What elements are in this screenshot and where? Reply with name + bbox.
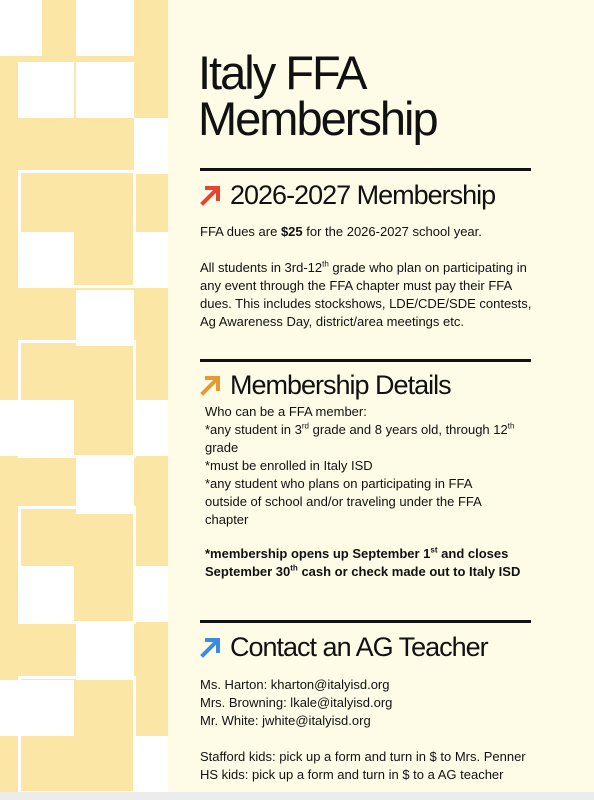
note-sup1: st [430, 545, 438, 555]
eligibility-sup: th [322, 259, 329, 269]
blue-arrow-icon [200, 636, 222, 658]
pattern-square [18, 232, 74, 288]
divider [200, 359, 531, 362]
pattern-square [18, 62, 74, 118]
pattern-square [76, 62, 134, 118]
item1-b: grade and 8 years old, through 12 [308, 422, 508, 437]
dues-amount: $25 [280, 224, 303, 239]
red-arrow-icon [200, 184, 222, 206]
pattern-square [134, 118, 168, 174]
page-bottom-edge [0, 792, 594, 800]
item1-c: grade [205, 440, 239, 455]
title-line-1: Italy FFA [198, 46, 366, 99]
item1-sup1: rd [301, 421, 309, 431]
title-line-2: Membership [198, 92, 437, 145]
section-heading-contact [200, 630, 488, 664]
hs-instructions: HS kids: pick up a form and turn in $ to a AG teacher [200, 767, 504, 782]
contact-white: Mr. White: jwhite@italyisd.org [200, 713, 371, 728]
section-heading-membership [200, 178, 495, 212]
pattern-square [18, 566, 74, 622]
orange-arrow-icon [200, 374, 222, 396]
eligibility-text [200, 259, 532, 331]
note-a: *membership opens up September 1 [205, 546, 431, 561]
note-b: and closes September 30 [205, 546, 509, 579]
pattern-square [134, 400, 168, 456]
pattern-square [0, 0, 42, 56]
detail-item-2: *must be enrolled in Italy ISD [205, 458, 373, 473]
decorative-pattern [0, 0, 168, 792]
pattern-square [0, 400, 74, 456]
eligibility-b: grade who plan on participating in any event through the FFA chapter must pay their FFA dues. This includes stockshows, LDE/CDE/SDE contests, Ag Awareness Day, district/area meetings etc. [200, 260, 532, 329]
divider [200, 620, 531, 623]
who-can-join: Who can be a FFA member: [205, 404, 367, 419]
form-instructions [200, 748, 570, 784]
dues-text [200, 223, 540, 241]
dues-suffix: for the 2026-2027 school year. [302, 224, 482, 239]
pattern-square [134, 232, 168, 288]
contact-browning: Mrs. Browning: lkale@italyisd.org [200, 695, 393, 710]
pattern-square [76, 624, 134, 680]
item1-sup2: th [507, 421, 515, 431]
item1-a: *any student in 3 [205, 422, 302, 437]
section-heading-text: Contact an AG Teacher [230, 631, 488, 662]
pattern-outline [18, 676, 136, 792]
eligibility-a: All students in 3rd-12 [200, 260, 323, 275]
stafford-instructions: Stafford kids: pick up a form and turn in $ to Mrs. Penner [200, 749, 526, 764]
note-c: cash or check made out to Italy ISD [297, 564, 521, 579]
dues-prefix: FFA dues are [200, 224, 281, 239]
note-sup2: th [290, 563, 298, 573]
page-title [198, 46, 558, 145]
contact-harton: Ms. Harton: kharton@italyisd.org [200, 677, 390, 692]
section-heading-details [200, 368, 451, 402]
detail-item-1 [205, 421, 535, 457]
contact-list [200, 676, 540, 730]
membership-note [205, 545, 535, 581]
section-heading-text: 2026-2027 Membership [230, 179, 496, 210]
membership-details [205, 403, 535, 529]
pattern-square [76, 290, 134, 346]
divider [200, 168, 531, 171]
section-heading-text: Membership Details [230, 369, 451, 400]
pattern-square [134, 566, 168, 622]
pattern-square [134, 736, 168, 792]
detail-item-3: *any student who plans on participating in FFA outside of school and/or traveling under the FFA chapter [205, 476, 482, 527]
pattern-square [76, 0, 134, 56]
